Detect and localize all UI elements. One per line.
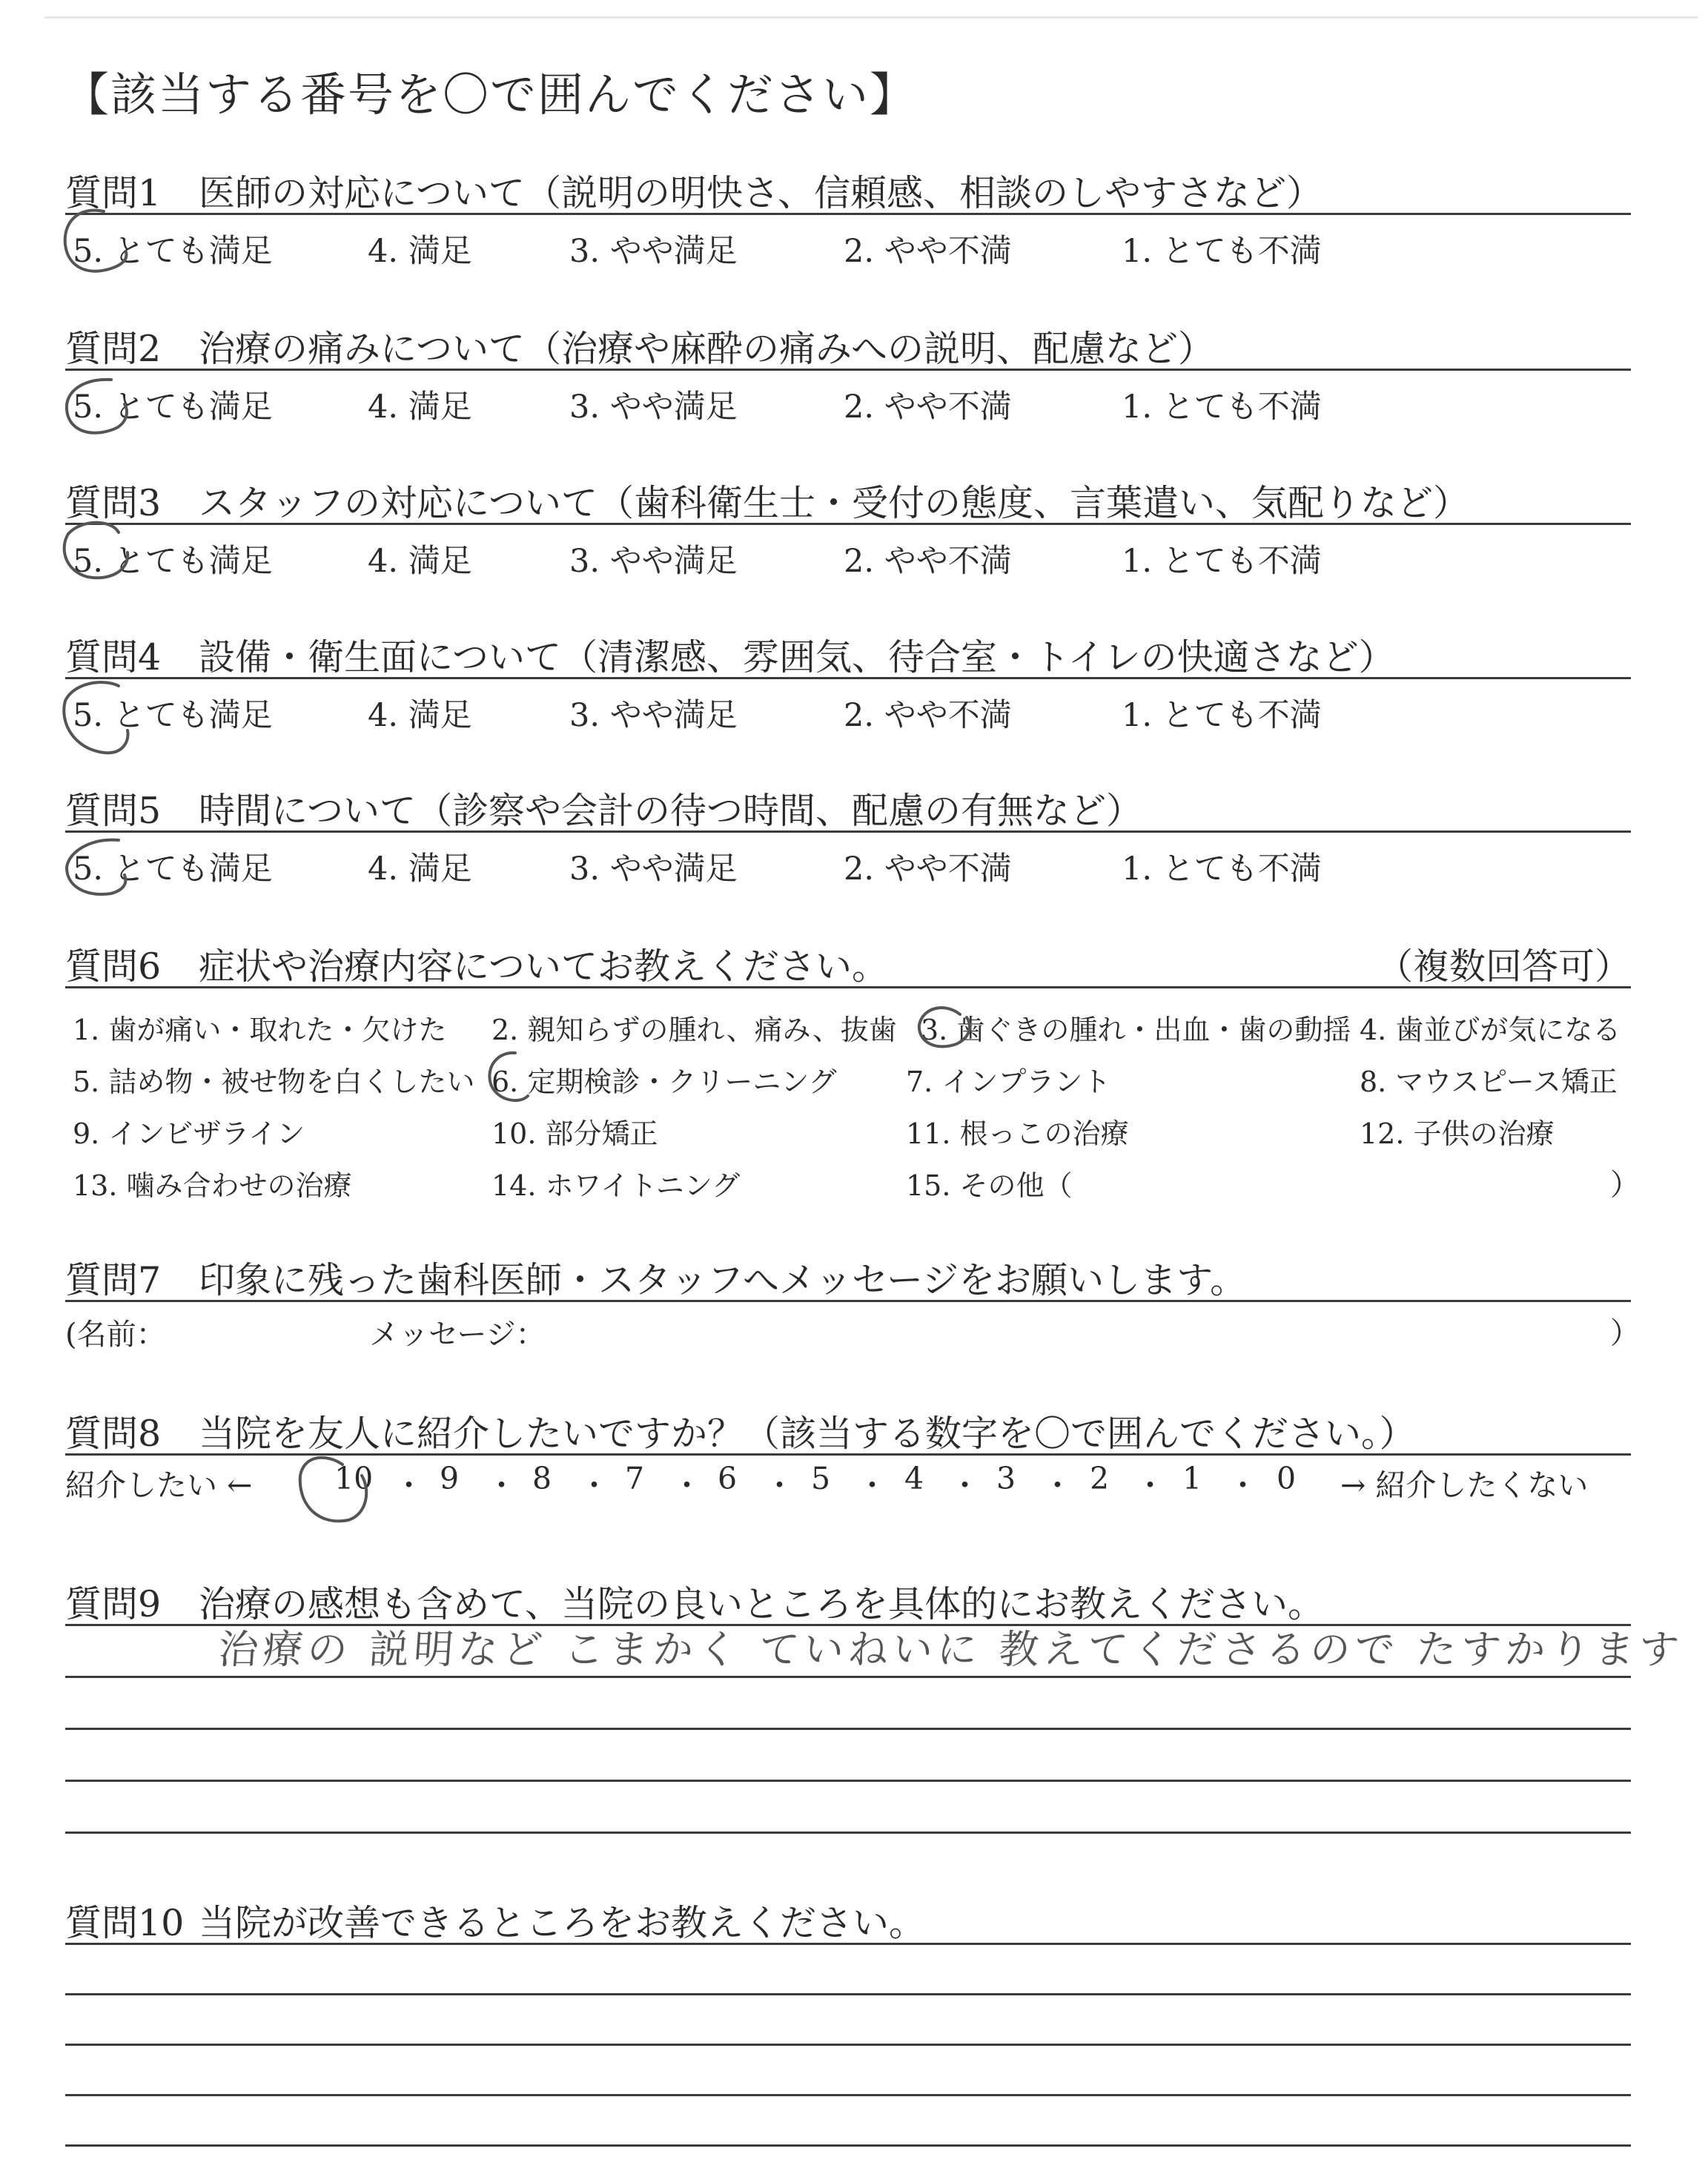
scale-dot: ・ <box>486 1467 517 1503</box>
scale-value-7[interactable]: 7 <box>625 1461 645 1496</box>
symptom-option-2[interactable]: 2. 親知らずの腫れ、痛み、抜歯 <box>491 1014 897 1046</box>
scale-value-4[interactable]: 4 <box>904 1461 924 1496</box>
message-label[interactable]: メッセージ： <box>369 1318 546 1352</box>
question-5-options <box>65 844 1631 888</box>
scan-edge-line <box>44 16 1698 19</box>
scale-value-2[interactable]: 2 <box>1090 1461 1110 1496</box>
symptom-option-10[interactable]: 10. 部分矯正 <box>491 1117 658 1150</box>
scale-dot: ・ <box>950 1467 980 1503</box>
scale-value-3[interactable]: 3 <box>996 1461 1016 1496</box>
rating-option-2[interactable]: 2. やや不満 <box>844 543 1012 580</box>
symptom-option-9[interactable]: 9. インビザライン <box>73 1117 305 1150</box>
scale-dot: ・ <box>394 1467 424 1503</box>
multiple-answers-note: （複数回答可） <box>1376 945 1631 988</box>
symptom-option-14[interactable]: 14. ホワイトニング <box>491 1169 741 1202</box>
scale-value-5[interactable]: 5 <box>811 1461 831 1496</box>
rating-option-5[interactable]: 5. とても満足 <box>73 851 273 888</box>
question-number: 質問8 <box>65 1413 162 1455</box>
question-8-title <box>65 1405 1416 1457</box>
question-text: 症状や治療内容についてお教えください。 <box>199 945 889 988</box>
rating-option-5[interactable]: 5. とても満足 <box>73 697 273 734</box>
symptom-option-4[interactable]: 4. 歯並びが気になる <box>1360 1014 1621 1046</box>
question-number: 質問2 <box>65 328 162 370</box>
question-text: 治療の痛みについて（治療や麻酔の痛みへの説明、配慮など） <box>199 328 1215 370</box>
symptom-option-13[interactable]: 13. 噛み合わせの治療 <box>73 1169 352 1202</box>
rating-option-3[interactable]: 3. やや満足 <box>569 851 738 888</box>
rating-option-4[interactable]: 4. 満足 <box>368 543 472 580</box>
symptom-option-5[interactable]: 5. 詰め物・被せ物を白くしたい <box>73 1066 475 1098</box>
question-text: 治療の感想も含めて、当院の良いところを具体的にお教えください。 <box>199 1583 1325 1625</box>
question-number: 質問1 <box>65 172 162 214</box>
rating-option-2[interactable]: 2. やや不満 <box>844 389 1012 426</box>
symptom-option-8[interactable]: 8. マウスピース矯正 <box>1360 1066 1618 1098</box>
message-closing-paren: ） <box>1610 1316 1640 1350</box>
answer-line <box>65 2094 1631 2096</box>
rating-option-2[interactable]: 2. やや不満 <box>844 233 1012 270</box>
page-title: 【該当する番号を〇で囲んでください】 <box>63 67 918 122</box>
rating-option-4[interactable]: 4. 満足 <box>368 233 472 270</box>
scale-right-label: → 紹介したくない <box>1340 1467 1589 1503</box>
rating-option-2[interactable]: 2. やや不満 <box>844 851 1012 888</box>
question-2-rule <box>65 369 1631 371</box>
rating-option-1[interactable]: 1. とても不満 <box>1122 697 1322 734</box>
scale-dot: ・ <box>857 1467 887 1503</box>
question-1-rule <box>65 213 1631 215</box>
question-7-title <box>65 1252 1246 1304</box>
name-label[interactable]: (名前： <box>65 1318 166 1352</box>
question-text: 当院が改善できるところをお教えください。 <box>199 1902 926 1944</box>
question-3-rule <box>65 523 1631 525</box>
symptom-option-3[interactable]: 3. 歯ぐきの腫れ・出血・歯の動揺 <box>921 1014 1351 1046</box>
question-number: 質問3 <box>65 482 162 524</box>
scale-dot: ・ <box>672 1467 702 1503</box>
rating-option-3[interactable]: 3. やや満足 <box>569 389 738 426</box>
other-closing-paren: ） <box>1610 1168 1640 1202</box>
question-text: 印象に残った歯科医師・スタッフへメッセージをお願いします。 <box>199 1259 1247 1301</box>
symptom-option-7[interactable]: 7. インプラント <box>906 1066 1111 1098</box>
rating-option-4[interactable]: 4. 満足 <box>368 697 472 734</box>
symptom-option-15[interactable]: 15. その他（ <box>906 1169 1073 1202</box>
question-1-options <box>65 226 1631 271</box>
scale-left-label: 紹介したい ← <box>65 1467 253 1503</box>
question-6-title <box>65 938 888 990</box>
scale-value-6[interactable]: 6 <box>718 1461 738 1496</box>
question-text: 時間について（診察や会計の待つ時間、配慮の有無など） <box>199 790 1143 832</box>
scale-value-10[interactable]: 10 <box>334 1461 374 1496</box>
question-8-rule <box>65 1453 1631 1456</box>
question-number: 質問9 <box>65 1583 162 1625</box>
rating-option-1[interactable]: 1. とても不満 <box>1122 389 1322 426</box>
handwritten-answer: 治療の 説明など こまかく ていねいに 教えてくださるので たすかります <box>216 1626 1685 1673</box>
question-2-title <box>65 320 1214 372</box>
symptom-option-1[interactable]: 1. 歯が痛い・取れた・欠けた <box>73 1014 447 1046</box>
answer-line <box>65 1728 1631 1730</box>
rating-option-1[interactable]: 1. とても不満 <box>1122 851 1322 888</box>
answer-line <box>65 2044 1631 2046</box>
question-4-options <box>65 690 1631 735</box>
question-text: 当院を友人に紹介したいですか？（該当する数字を〇で囲んでください。） <box>199 1413 1416 1455</box>
rating-option-3[interactable]: 3. やや満足 <box>569 697 738 734</box>
question-7-rule <box>65 1300 1631 1302</box>
question-text: 設備・衛生面について（清潔感、雰囲気、待合室・トイレの快適さなど） <box>199 636 1395 678</box>
scale-value-8[interactable]: 8 <box>532 1461 552 1496</box>
question-10-title <box>65 1895 925 1946</box>
question-6-rule <box>65 986 1631 988</box>
question-number: 質問10 <box>65 1902 185 1944</box>
question-number: 質問7 <box>65 1259 162 1301</box>
question-4-title <box>65 629 1395 681</box>
rating-option-4[interactable]: 4. 満足 <box>368 851 472 888</box>
answer-line <box>65 1943 1631 1945</box>
rating-option-5[interactable]: 5. とても満足 <box>73 233 273 270</box>
question-text: スタッフの対応について（歯科衛生士・受付の態度、言葉遣い、気配りなど） <box>199 482 1470 524</box>
question-number: 質問5 <box>65 790 162 832</box>
question-1-title <box>65 165 1323 217</box>
question-number: 質問4 <box>65 636 162 678</box>
rating-option-3[interactable]: 3. やや満足 <box>569 543 738 580</box>
question-3-title <box>65 475 1469 526</box>
scale-value-1[interactable]: 1 <box>1182 1461 1202 1496</box>
rating-option-1[interactable]: 1. とても不満 <box>1122 543 1322 580</box>
rating-option-2[interactable]: 2. やや不満 <box>844 697 1012 734</box>
scale-dot: ・ <box>1135 1467 1165 1503</box>
rating-option-5[interactable]: 5. とても満足 <box>73 543 273 580</box>
recommend-scale <box>65 1461 1631 1513</box>
question-text: 医師の対応について（説明の明快さ、信頼感、相談のしやすさなど） <box>199 172 1323 214</box>
scale-value-0[interactable]: 0 <box>1277 1461 1297 1496</box>
question-5-title <box>65 782 1142 834</box>
rating-option-5[interactable]: 5. とても満足 <box>73 389 273 426</box>
rating-option-3[interactable]: 3. やや満足 <box>569 233 738 270</box>
scale-dot: ・ <box>1228 1467 1258 1503</box>
question-3-options <box>65 536 1631 581</box>
answer-line <box>65 1780 1631 1782</box>
scale-dot: ・ <box>579 1467 609 1503</box>
symptom-option-6[interactable]: 6. 定期検診・クリーニング <box>491 1066 837 1098</box>
question-number: 質問6 <box>65 945 162 988</box>
answer-line <box>65 2144 1631 2147</box>
symptom-option-11[interactable]: 11. 根っこの治療 <box>906 1117 1129 1150</box>
answer-line <box>65 1832 1631 1834</box>
answer-line <box>65 1676 1631 1678</box>
symptom-option-12[interactable]: 12. 子供の治療 <box>1360 1117 1555 1150</box>
question-5-rule <box>65 830 1631 833</box>
scale-value-9[interactable]: 9 <box>440 1461 460 1496</box>
question-4-rule <box>65 677 1631 679</box>
answer-line <box>65 1993 1631 1995</box>
rating-option-4[interactable]: 4. 満足 <box>368 389 472 426</box>
scale-dot: ・ <box>1042 1467 1073 1503</box>
rating-option-1[interactable]: 1. とても不満 <box>1122 233 1322 270</box>
question-2-options <box>65 382 1631 426</box>
scale-dot: ・ <box>764 1467 795 1503</box>
